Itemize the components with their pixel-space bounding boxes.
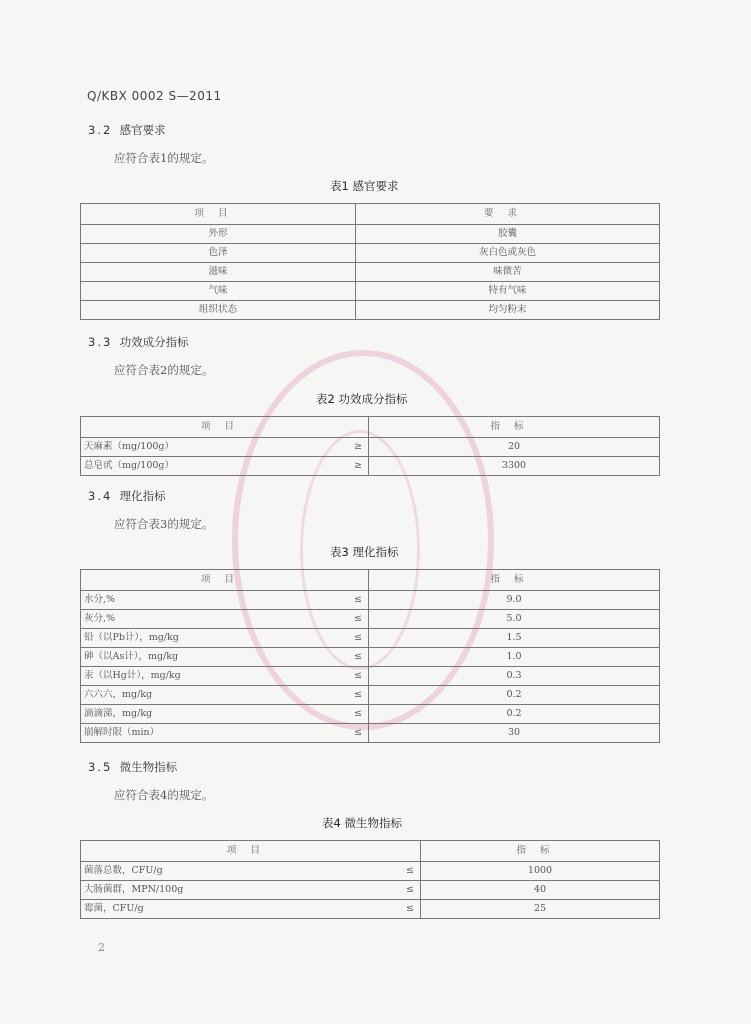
table-cell-symbol: ≤ bbox=[291, 591, 369, 610]
table1-caption: 表1 感官要求 bbox=[330, 179, 399, 193]
table-header-index: 指标 bbox=[369, 417, 660, 438]
section-text: 应符合表4的规定。 bbox=[114, 788, 214, 802]
section-number: 3.2 bbox=[88, 123, 113, 137]
table-cell-symbol: ≤ bbox=[351, 881, 421, 900]
table-header-index: 指标 bbox=[421, 841, 660, 862]
table-cell-value: 1.0 bbox=[369, 648, 660, 667]
table-row bbox=[81, 686, 660, 705]
table-cell-value: 灰白色或灰色 bbox=[356, 244, 660, 263]
section-text: 应符合表2的规定。 bbox=[114, 363, 214, 377]
table1-sensory-requirements bbox=[80, 203, 660, 320]
table4-caption: 表4 微生物指标 bbox=[322, 816, 402, 830]
table-cell-item: 天麻素（mg/100g） bbox=[81, 438, 291, 457]
table-cell-item: 六六六，mg/kg bbox=[81, 686, 291, 705]
section-title: 功效成分指标 bbox=[119, 335, 189, 349]
section-title: 感官要求 bbox=[119, 123, 166, 137]
table2-caption: 表2 功效成分指标 bbox=[316, 392, 408, 406]
page-number: 2 bbox=[98, 941, 105, 954]
table-cell-symbol: ≤ bbox=[291, 705, 369, 724]
table-cell-item: 外形 bbox=[81, 225, 356, 244]
table-cell-symbol: ≥ bbox=[291, 457, 369, 476]
table-header-index: 指标 bbox=[369, 570, 660, 591]
table-cell-item: 崩解时限（min） bbox=[81, 724, 291, 743]
table-header-item: 项目 bbox=[81, 204, 356, 225]
table-cell-value: 1.5 bbox=[369, 629, 660, 648]
table-cell-value: 25 bbox=[421, 900, 660, 919]
table-row bbox=[81, 648, 660, 667]
table-header-item: 项目 bbox=[81, 417, 369, 438]
table-cell-value: 特有气味 bbox=[356, 282, 660, 301]
table-cell-symbol: ≤ bbox=[291, 610, 369, 629]
table-cell-value: 胶囊 bbox=[356, 225, 660, 244]
table-cell-value: 30 bbox=[369, 724, 660, 743]
table-cell-item: 菌落总数，CFU/g bbox=[81, 862, 351, 881]
table-cell-symbol: ≤ bbox=[291, 724, 369, 743]
table3-caption: 表3 理化指标 bbox=[330, 545, 399, 559]
table-row bbox=[81, 862, 660, 881]
table-cell-symbol: ≤ bbox=[291, 629, 369, 648]
table-row bbox=[81, 457, 660, 476]
table-cell-item: 水分,% bbox=[81, 591, 291, 610]
table-cell-symbol: ≤ bbox=[291, 686, 369, 705]
table-header-item: 项目 bbox=[81, 841, 421, 862]
section-number: 3.4 bbox=[88, 489, 113, 503]
table-header-requirement: 要求 bbox=[356, 204, 660, 225]
table-cell-item: 滴滴涕，mg/kg bbox=[81, 705, 291, 724]
table-cell-value: 9.0 bbox=[369, 591, 660, 610]
table-cell-symbol: ≤ bbox=[351, 900, 421, 919]
table-cell-value: 味微苦 bbox=[356, 263, 660, 282]
section-title: 理化指标 bbox=[119, 489, 166, 503]
table-row bbox=[81, 705, 660, 724]
section-heading-3-5 bbox=[88, 759, 177, 775]
table-cell-item: 铅（以Pb计），mg/kg bbox=[81, 629, 291, 648]
section-text: 应符合表1的规定。 bbox=[114, 151, 214, 165]
table-cell-value: 0.2 bbox=[369, 686, 660, 705]
table-row bbox=[81, 881, 660, 900]
section-number: 3.5 bbox=[88, 760, 113, 774]
table-cell-value: 3300 bbox=[369, 457, 660, 476]
table-cell-item: 总皂甙（mg/100g） bbox=[81, 457, 291, 476]
table-row bbox=[81, 610, 660, 629]
table-cell-value: 0.3 bbox=[369, 667, 660, 686]
table-row bbox=[81, 724, 660, 743]
document-code: Q/KBX 0002 S—2011 bbox=[87, 89, 222, 103]
table-cell-item: 气味 bbox=[81, 282, 356, 301]
table-cell-item: 大肠菌群，MPN/100g bbox=[81, 881, 351, 900]
section-heading-3-3 bbox=[88, 334, 189, 350]
table-cell-value: 20 bbox=[369, 438, 660, 457]
table3-physicochemical-indicators bbox=[80, 569, 660, 743]
table-cell-value: 5.0 bbox=[369, 610, 660, 629]
table-cell-item: 组织状态 bbox=[81, 301, 356, 320]
table2-functional-components bbox=[80, 416, 660, 476]
table-cell-symbol: ≤ bbox=[291, 667, 369, 686]
table-row bbox=[81, 282, 660, 301]
table-cell-value: 均匀粉末 bbox=[356, 301, 660, 320]
table-row bbox=[81, 629, 660, 648]
table-row bbox=[81, 667, 660, 686]
table-cell-item: 霉菌，CFU/g bbox=[81, 900, 351, 919]
table-cell-value: 40 bbox=[421, 881, 660, 900]
table-cell-item: 色泽 bbox=[81, 244, 356, 263]
table-cell-item: 汞（以Hg计），mg/kg bbox=[81, 667, 291, 686]
table-row bbox=[81, 438, 660, 457]
table-row bbox=[81, 225, 660, 244]
table4-microbial-indicators bbox=[80, 840, 660, 919]
section-heading-3-4 bbox=[88, 488, 166, 504]
section-title: 微生物指标 bbox=[119, 760, 178, 774]
section-heading-3-2 bbox=[88, 122, 166, 138]
table-cell-value: 0.2 bbox=[369, 705, 660, 724]
section-text: 应符合表3的规定。 bbox=[114, 517, 214, 531]
table-row bbox=[81, 263, 660, 282]
table-row bbox=[81, 301, 660, 320]
table-row bbox=[81, 244, 660, 263]
table-cell-symbol: ≥ bbox=[291, 438, 369, 457]
table-row bbox=[81, 900, 660, 919]
table-cell-item: 砷（以As计），mg/kg bbox=[81, 648, 291, 667]
table-cell-symbol: ≤ bbox=[351, 862, 421, 881]
table-cell-item: 灰分,% bbox=[81, 610, 291, 629]
table-row bbox=[81, 591, 660, 610]
table-cell-symbol: ≤ bbox=[291, 648, 369, 667]
section-number: 3.3 bbox=[88, 335, 113, 349]
table-cell-value: 1000 bbox=[421, 862, 660, 881]
table-cell-item: 滋味 bbox=[81, 263, 356, 282]
table-header-item: 项目 bbox=[81, 570, 369, 591]
